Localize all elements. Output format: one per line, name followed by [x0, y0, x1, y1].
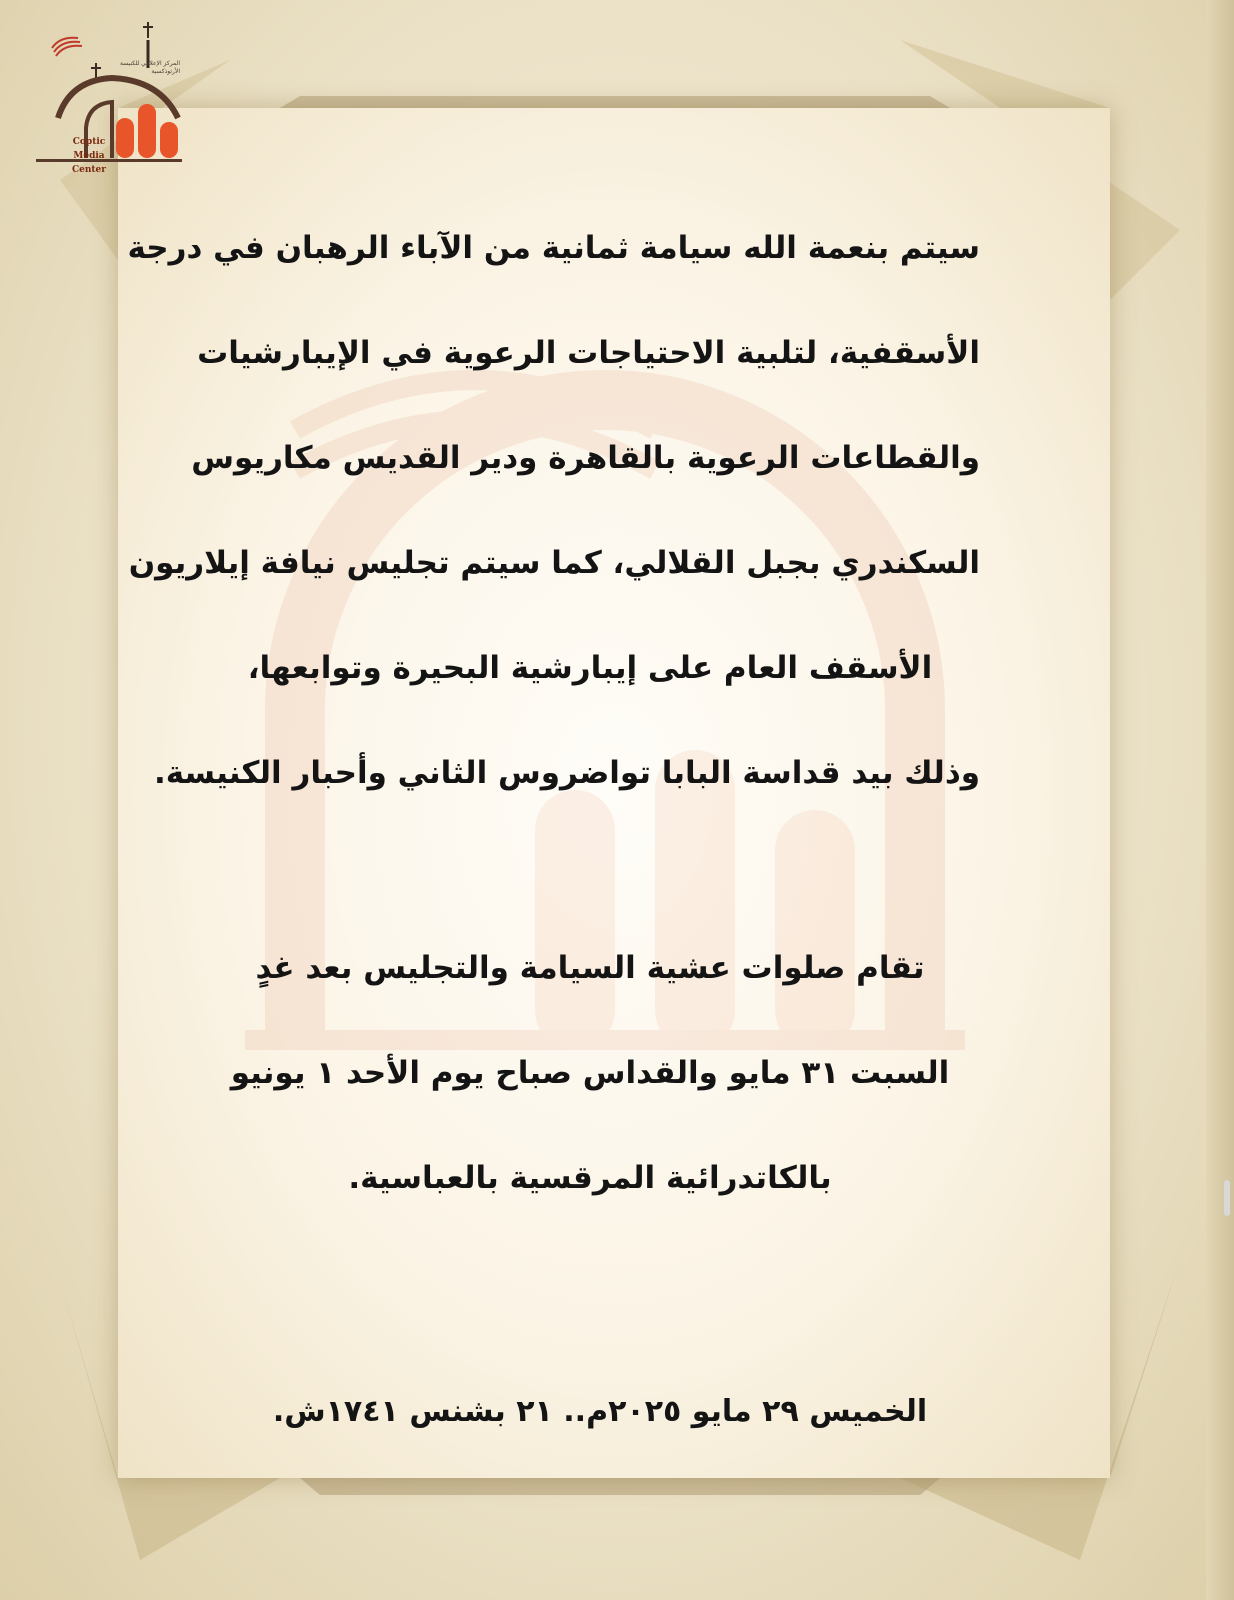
text-line: السكندري بجبل القلالي، كما سيتم تجليس نيافة إيلاريون	[128, 545, 980, 581]
logo-line-coptic: Coptic	[72, 137, 106, 147]
logo-english-text	[64, 135, 114, 177]
logo-arabic-text: المركز الإعلامي للكنيسة الأرثوذكسية	[119, 60, 180, 75]
logo-line-media: Media	[73, 151, 105, 161]
announcement-paragraph-2	[200, 938, 980, 1253]
announcement-paragraph-1	[127, 218, 980, 848]
coptic-media-center-logo	[30, 18, 190, 173]
announcement-date: الخميس ٢٩ مايو ٢٠٢٥م.. ٢١ بشنس ١٧٤١ش.	[272, 1394, 928, 1429]
right-edge-strip	[1206, 0, 1234, 1600]
scrollbar-handle[interactable]	[1224, 1180, 1230, 1216]
text-line: الأسقفية، لتلبية الاحتياجات الرعوية في الإيبارشيات	[197, 335, 980, 371]
logo-line-center: Center	[71, 165, 107, 175]
text-line: سيتم بنعمة الله سيامة ثمانية من الآباء الرهبان في درجة	[127, 230, 980, 266]
text-line: السبت ٣١ مايو والقداس صباح يوم الأحد ١ يونيو	[230, 1055, 950, 1091]
text-line: بالكاتدرائية المرقسية بالعباسية.	[348, 1160, 832, 1196]
text-line: تقام صلوات عشية السيامة والتجليس بعد غدٍ	[255, 950, 925, 986]
text-line: الأسقف العام على إيبارشية البحيرة وتوابعها،	[247, 650, 933, 686]
text-line: وذلك بيد قداسة البابا تواضروس الثاني وأحبار الكنيسة.	[153, 755, 980, 791]
text-line: والقطاعات الرعوية بالقاهرة ودير القديس مكاريوس	[191, 440, 980, 476]
